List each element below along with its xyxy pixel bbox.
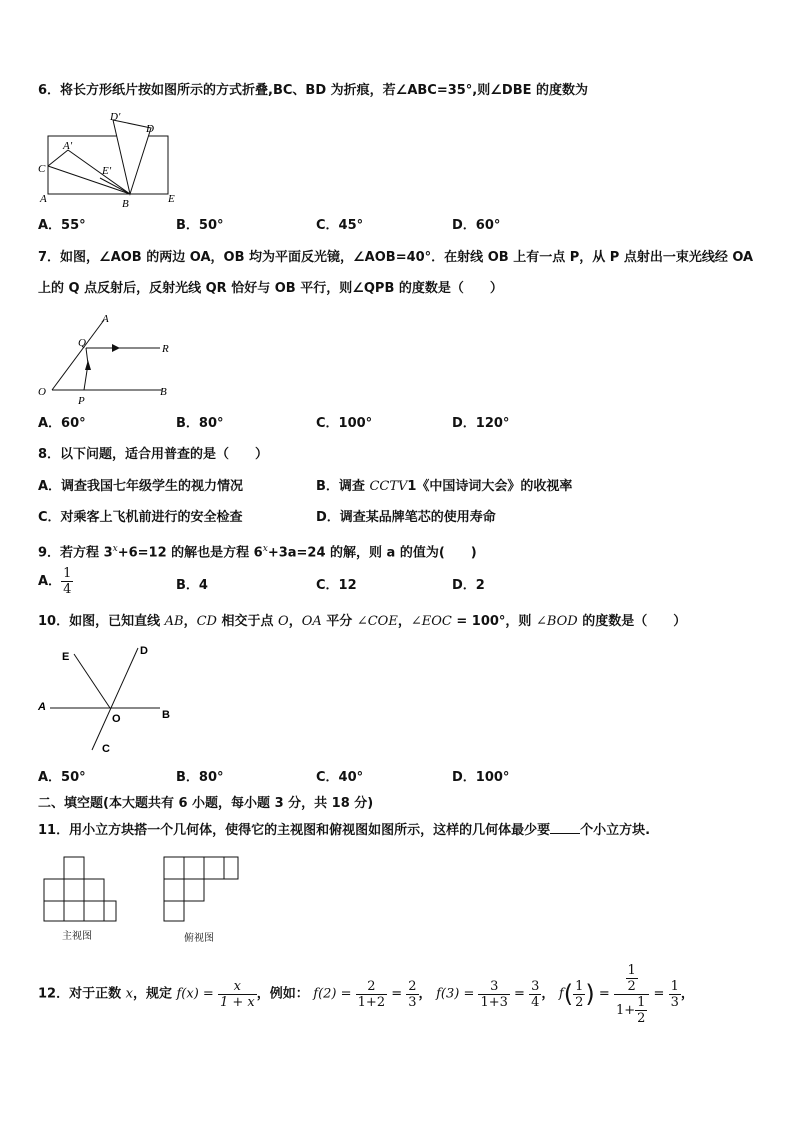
q10-option-d: D．100° — [452, 770, 510, 785]
q9-option-a: A． $\frac{1}{4}$ — [38, 566, 72, 597]
q10-label-a: A — [38, 701, 46, 713]
q7-question-line2: 上的 Q 点反射后，反射光线 QR 恰好与 OB 平行，则∠QPB 的度数是（ ） — [38, 281, 503, 296]
q7-option-a: A．60° — [38, 416, 86, 431]
q8-option-b: B．调查 CCTV1《中国诗词大会》的收视率 — [316, 479, 573, 494]
q11-answer-blank[interactable] — [550, 821, 580, 834]
q12-ex3-complex-fraction: $\frac{1}{2}$ 1+ $\frac{1}{2}$ — [614, 963, 649, 1026]
q6-option-b: B．50° — [176, 218, 224, 233]
q7-option-d: D．120° — [452, 416, 510, 431]
q6-label-eprime: E′ — [102, 165, 112, 177]
q6-fold-figure — [34, 108, 184, 208]
q7-mirror-figure — [34, 308, 184, 408]
q7-option-c: C．100° — [316, 416, 373, 431]
q7-label-r: R — [162, 343, 169, 355]
q10-option-c: C．40° — [316, 770, 364, 785]
q10-label-c: C — [102, 743, 110, 755]
q12-ex1-frac1: $\frac{2}{1+2}$ — [357, 978, 386, 1010]
q6-option-a: A．55° — [38, 218, 86, 233]
q10-label-b: B — [162, 709, 170, 721]
q7-label-p: P — [78, 395, 85, 407]
q6-option-c: C．45° — [316, 218, 364, 233]
q6-label-aprime: A′ — [63, 140, 73, 152]
q10-label-d: D — [140, 645, 148, 657]
q6-label-e: E — [168, 193, 175, 205]
q6-label-dprime: D′ — [110, 111, 121, 123]
q11-front-view-caption: 主视图 — [62, 931, 92, 942]
q12-ex3-arg: $\frac{1}{2}$ — [575, 978, 584, 1010]
q10-option-b: B．80° — [176, 770, 224, 785]
q12-ex2-frac2: $\frac{3}{4}$ — [531, 978, 540, 1010]
q8-option-a: A．调查我国七年级学生的视力情况 — [38, 479, 244, 494]
q9-option-a-fraction: $\frac{1}{4}$ — [63, 566, 72, 597]
q6-question: 6．将长方形纸片按如图所示的方式折叠,BC、BD 为折痕，若∠ABC=35°,则∠DBE 的度数为 — [38, 83, 589, 98]
q6-label-b: B — [122, 198, 129, 208]
q11-top-view — [160, 853, 244, 925]
q12-ex1-frac2: $\frac{2}{3}$ — [408, 978, 417, 1010]
q9-option-c: C．12 — [316, 578, 357, 593]
section-heading-fill-in: 二、填空题(本大题共有 6 小题，每小题 3 分，共 18 分) — [38, 796, 374, 811]
q10-question: 10．如图，已知直线 AB，CD 相交于点 O，OA 平分 ∠COE，∠EOC = 100°，则 ∠BOD 的度数是（ ） — [38, 614, 687, 629]
q11-question: 11．用小立方块搭一个几何体，使得它的主视图和俯视图如图所示，这样的几何体最少要 个小立方块. — [38, 823, 651, 838]
q12-ex3-result: $\frac{1}{3}$ — [670, 978, 679, 1010]
q12-def-fraction: $\frac{x}{1 + x}$ — [219, 978, 255, 1010]
q12-ex2-frac1: $\frac{3}{1+3}$ — [480, 978, 508, 1010]
q10-label-o: O — [112, 713, 121, 725]
q8-question: 8．以下问题，适合用普查的是（ ） — [38, 447, 269, 462]
q7-option-b: B．80° — [176, 416, 224, 431]
q9-option-d: D．2 — [452, 578, 485, 593]
q6-label-c: C — [38, 163, 46, 175]
q9-question: 9．若方程 $3^x+6=12$ 的解也是方程 $6^x+3a=24$ 的解，则 a 的值为( ) — [38, 544, 477, 561]
q6-label-d: D — [146, 123, 154, 135]
q12-question: 12．对于正数 x，规定 f(x) = $\frac{x}{1 + x}$ ，例如： f(2) = $\frac{2}{1+2}$ = $\frac{2}{3}$ ， f(3) = $\frac{3}{1+3}$ = $\frac{3}{4}$ ， f( $\frac{1}{2}$ ) = $\frac{1}{2}$ 1+ $\frac{1}{2}$ = $\frac{1}{3}$ ， — [38, 962, 694, 1026]
q9-option-b: B．4 — [176, 578, 208, 593]
q10-intersecting-lines-figure — [34, 640, 184, 760]
q11-top-view-caption: 俯视图 — [184, 933, 214, 944]
q6-option-d: D．60° — [452, 218, 501, 233]
q7-label-q: Q — [78, 337, 86, 349]
q6-label-a: A — [40, 193, 47, 205]
q11-front-view — [40, 853, 120, 923]
q10-option-a: A．50° — [38, 770, 86, 785]
q10-label-e: E — [62, 651, 70, 663]
q8-option-c: C．对乘客上飞机前进行的安全检查 — [38, 510, 243, 525]
q7-label-o: O — [38, 386, 46, 398]
q7-label-b: B — [160, 386, 167, 398]
q8-option-d: D．调查某品牌笔芯的使用寿命 — [316, 510, 496, 525]
q7-question-line1: 7．如图，∠AOB 的两边 OA，OB 均为平面反光镜，∠AOB=40°．在射线 OB 上有一点 P，从 P 点射出一束光线经 OA — [38, 250, 754, 265]
q7-label-a: A — [102, 313, 109, 325]
